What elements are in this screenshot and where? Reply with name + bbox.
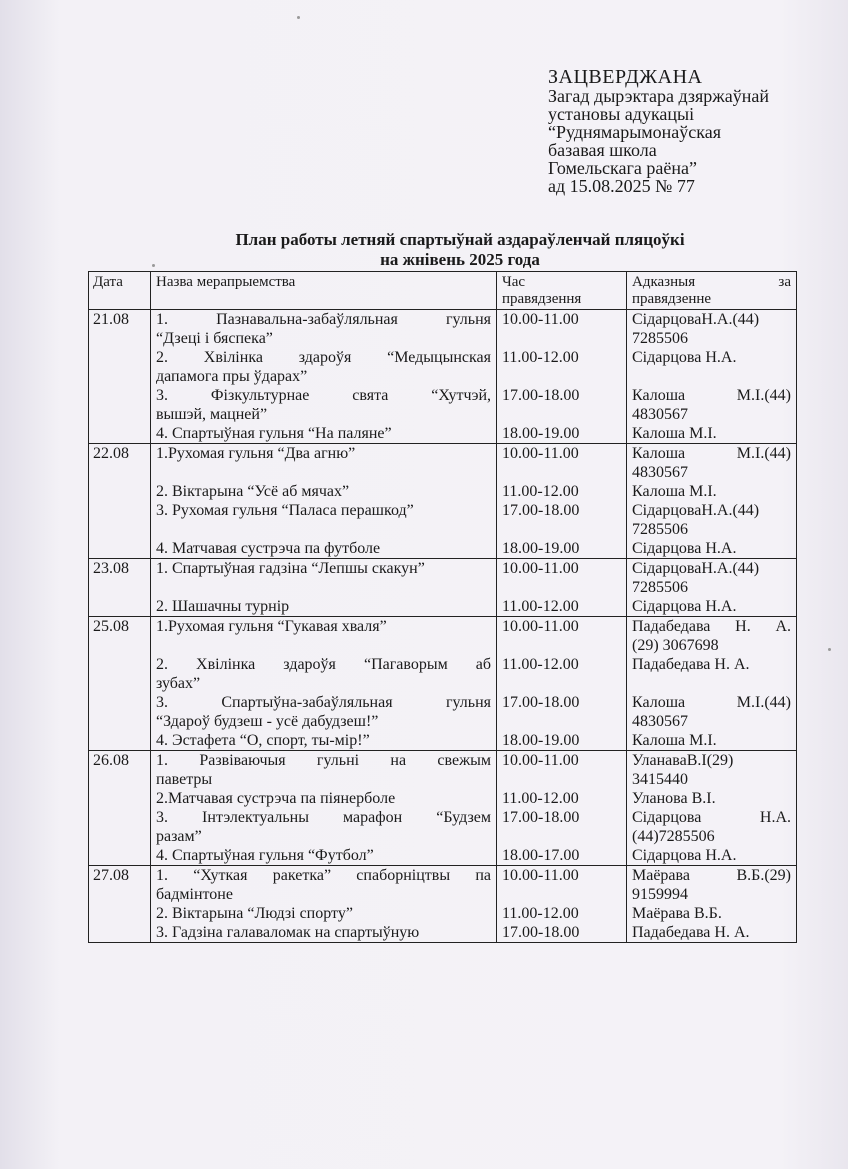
event-name: 2. Шашачны турнір — [156, 598, 290, 615]
event-time: 10.00-11.00 — [502, 867, 579, 884]
events-cell — [151, 310, 497, 444]
event-name — [156, 636, 491, 655]
header-date: Дата — [89, 272, 151, 310]
event-name: 2.Матчавая сустрэча па піянерболе — [156, 790, 396, 807]
event-responsible: Сідарцова Н.А. — [632, 349, 737, 366]
time-cell — [497, 751, 627, 866]
header-event-name: Назва мерапрыемства — [151, 272, 497, 310]
header-responsible: Адказныя за правядзенне — [627, 272, 797, 310]
events-cell — [151, 559, 497, 617]
event-name: 4. Спартыўная гульня “На паляне” — [156, 425, 392, 442]
event-name: бадмінтоне — [156, 886, 233, 903]
responsible-cell — [627, 751, 797, 866]
event-time — [502, 674, 621, 693]
event-time: 11.00-12.00 — [502, 598, 579, 615]
event-name: 3. Інтэлектуальны марафон “Будзем — [156, 809, 491, 826]
event-name: паветры — [156, 771, 213, 788]
event-name: 2. Хвілінка здароўя “Медыцынская — [156, 349, 491, 366]
day-date: 21.08 — [89, 310, 151, 444]
event-responsible: Калоша М.І. — [632, 425, 717, 442]
event-time — [502, 329, 621, 348]
event-responsible: (29) 3067698 — [632, 637, 719, 654]
event-responsible: Калоша М.І. — [632, 732, 717, 749]
events-cell — [151, 444, 497, 559]
event-responsible: 9159994 — [632, 886, 688, 903]
event-name: 4. Матчавая сустрэча па футболе — [156, 540, 381, 557]
event-time: 10.00-11.00 — [502, 311, 579, 328]
event-time: 18.00-19.00 — [502, 540, 580, 557]
event-name: 2. Хвілінка здароўя “Пагаворым аб — [156, 656, 491, 673]
day-date: 26.08 — [89, 751, 151, 866]
event-name: 1. “Хуткая ракетка” спаборніцтвы па — [156, 867, 491, 884]
day-date: 25.08 — [89, 617, 151, 751]
event-time: 18.00-17.00 — [502, 847, 580, 864]
event-name: 1. Пазнавальна-забаўляльная гульня — [156, 311, 491, 328]
event-time: 11.00-12.00 — [502, 483, 579, 500]
table-row — [89, 751, 797, 866]
event-time: 17.00-18.00 — [502, 809, 580, 826]
responsible-cell — [627, 866, 797, 943]
event-time: 10.00-11.00 — [502, 445, 579, 462]
table-row — [89, 444, 797, 559]
event-responsible: 7285506 — [632, 330, 688, 347]
event-name: 3. Рухомая гульня “Паласа перашкод” — [156, 502, 414, 519]
event-responsible: 4830567 — [632, 464, 688, 481]
event-responsible: 3415440 — [632, 771, 688, 788]
event-responsible: (44)7285506 — [632, 828, 715, 845]
event-time — [502, 367, 621, 386]
event-time: 17.00-18.00 — [502, 924, 580, 941]
event-responsible: СідарцоваН.А.(44) — [632, 502, 760, 519]
event-responsible: Сідарцова Н.А. — [632, 540, 737, 557]
responsible-cell — [627, 310, 797, 444]
event-name: вышэй, мацней” — [156, 406, 268, 423]
schedule-body — [89, 310, 797, 943]
event-name: 4. Эстафета “О, спорт, ты-мір!” — [156, 732, 370, 749]
event-responsible: Сідарцова Н.А. — [632, 847, 737, 864]
event-responsible: Калоша М.І. — [632, 483, 717, 500]
event-time — [502, 463, 621, 482]
approval-line: ад 15.08.2025 № 77 — [548, 176, 695, 196]
event-name: 4. Спартыўная гульня “Футбол” — [156, 847, 374, 864]
event-time: 18.00-19.00 — [502, 425, 580, 442]
event-responsible: 7285506 — [632, 521, 688, 538]
responsible-cell — [627, 617, 797, 751]
event-time: 10.00-11.00 — [502, 752, 579, 769]
event-name: 1.Рухомая гульня “Два агню” — [156, 445, 356, 462]
event-responsible: Падабедава Н. А. — [632, 924, 750, 941]
approval-heading: ЗАЦВЕРДЖАНА — [548, 66, 703, 88]
table-header-row — [89, 272, 797, 310]
event-name — [156, 463, 491, 482]
time-cell — [497, 559, 627, 617]
event-time: 11.00-12.00 — [502, 656, 579, 673]
event-time — [502, 578, 621, 597]
event-responsible: Падабедава Н. А. — [632, 656, 750, 673]
approval-line: Загад дырэктара дзяржаўнай — [548, 86, 769, 106]
event-name: зубах” — [156, 675, 201, 692]
event-name: 1.Рухомая гульня “Гукавая хваля” — [156, 618, 387, 635]
event-time: 18.00-19.00 — [502, 732, 580, 749]
table-row — [89, 866, 797, 943]
responsible-cell — [627, 444, 797, 559]
events-cell — [151, 866, 497, 943]
title-line-1: План работы летняй спартыўнай аздараўленчай пляцоўкі — [235, 230, 685, 249]
time-cell — [497, 866, 627, 943]
event-responsible: 4830567 — [632, 713, 688, 730]
event-responsible: Сідарцова Н.А. — [632, 809, 791, 826]
event-name: 3. Спартыўна-забаўляльная гульня — [156, 694, 491, 711]
event-time — [502, 885, 621, 904]
event-time — [502, 405, 621, 424]
approval-stamp — [548, 68, 838, 195]
event-time: 11.00-12.00 — [502, 790, 579, 807]
event-responsible: Маёрава В.Б. — [632, 905, 722, 922]
day-date: 23.08 — [89, 559, 151, 617]
event-responsible: Сідарцова Н.А. — [632, 598, 737, 615]
event-time: 11.00-12.00 — [502, 905, 579, 922]
event-time — [502, 712, 621, 731]
event-time: 10.00-11.00 — [502, 560, 579, 577]
event-responsible: СідарцоваН.А.(44) — [632, 311, 760, 328]
approval-line: “Руднямарымонаўская — [548, 122, 722, 142]
day-date: 27.08 — [89, 866, 151, 943]
table-row — [89, 617, 797, 751]
events-cell — [151, 751, 497, 866]
event-time: 17.00-18.00 — [502, 694, 580, 711]
event-name: “Здароў будзеш - усё дабудзеш!” — [156, 713, 379, 730]
event-responsible: Калоша М.І.(44) — [632, 694, 791, 711]
event-responsible — [632, 674, 791, 693]
day-date: 22.08 — [89, 444, 151, 559]
time-cell — [497, 617, 627, 751]
schedule-table — [88, 271, 797, 943]
event-time — [502, 770, 621, 789]
approval-line: установы адукацыі — [548, 104, 695, 124]
event-time: 17.00-18.00 — [502, 502, 580, 519]
event-responsible: УланаваВ.І(29) — [632, 752, 734, 769]
event-name: 1. Развіваючыя гульні на свежым — [156, 752, 491, 769]
table-row — [89, 559, 797, 617]
events-cell — [151, 617, 497, 751]
event-name: дапамога пры ўдарах” — [156, 368, 308, 385]
scan-speck — [828, 648, 831, 651]
approval-line: базавая школа — [548, 140, 657, 160]
document-title — [80, 230, 840, 270]
event-responsible: Маёрава В.Б.(29) — [632, 867, 791, 884]
event-responsible: СідарцоваН.А.(44) — [632, 560, 760, 577]
time-cell — [497, 310, 627, 444]
event-responsible — [632, 367, 791, 386]
event-time — [502, 520, 621, 539]
event-name — [156, 520, 491, 539]
event-name: разам” — [156, 828, 202, 845]
time-cell — [497, 444, 627, 559]
event-responsible: Калоша М.І.(44) — [632, 445, 791, 462]
title-line-2: на жнівень 2025 года — [380, 250, 540, 269]
event-time: 17.00-18.00 — [502, 387, 580, 404]
event-responsible: Падабедава Н. А. — [632, 618, 791, 635]
header-time: Час правядзення — [497, 272, 627, 310]
event-responsible: 7285506 — [632, 579, 688, 596]
event-name: 2. Віктарына “Усё аб мячах” — [156, 483, 350, 500]
approval-line: Гомельскага раёна” — [548, 158, 697, 178]
event-name: 2. Віктарына “Людзі спорту” — [156, 905, 353, 922]
event-responsible: 4830567 — [632, 406, 688, 423]
event-name: “Дзеці і бяспека” — [156, 330, 273, 347]
event-name: 1. Спартыўная гадзіна “Лепшы скакун” — [156, 560, 425, 577]
event-name: 3. Фізкультурнае свята “Хутчэй, — [156, 387, 491, 404]
event-time: 10.00-11.00 — [502, 618, 579, 635]
event-time — [502, 827, 621, 846]
responsible-cell — [627, 559, 797, 617]
scan-speck — [297, 16, 300, 19]
event-name: 3. Гадзіна галаваломак на спартыўную — [156, 924, 420, 941]
event-time — [502, 636, 621, 655]
event-responsible: Уланова В.І. — [632, 790, 716, 807]
event-responsible: Калоша М.І.(44) — [632, 387, 791, 404]
table-row — [89, 310, 797, 444]
event-time: 11.00-12.00 — [502, 349, 579, 366]
event-name — [156, 578, 491, 597]
